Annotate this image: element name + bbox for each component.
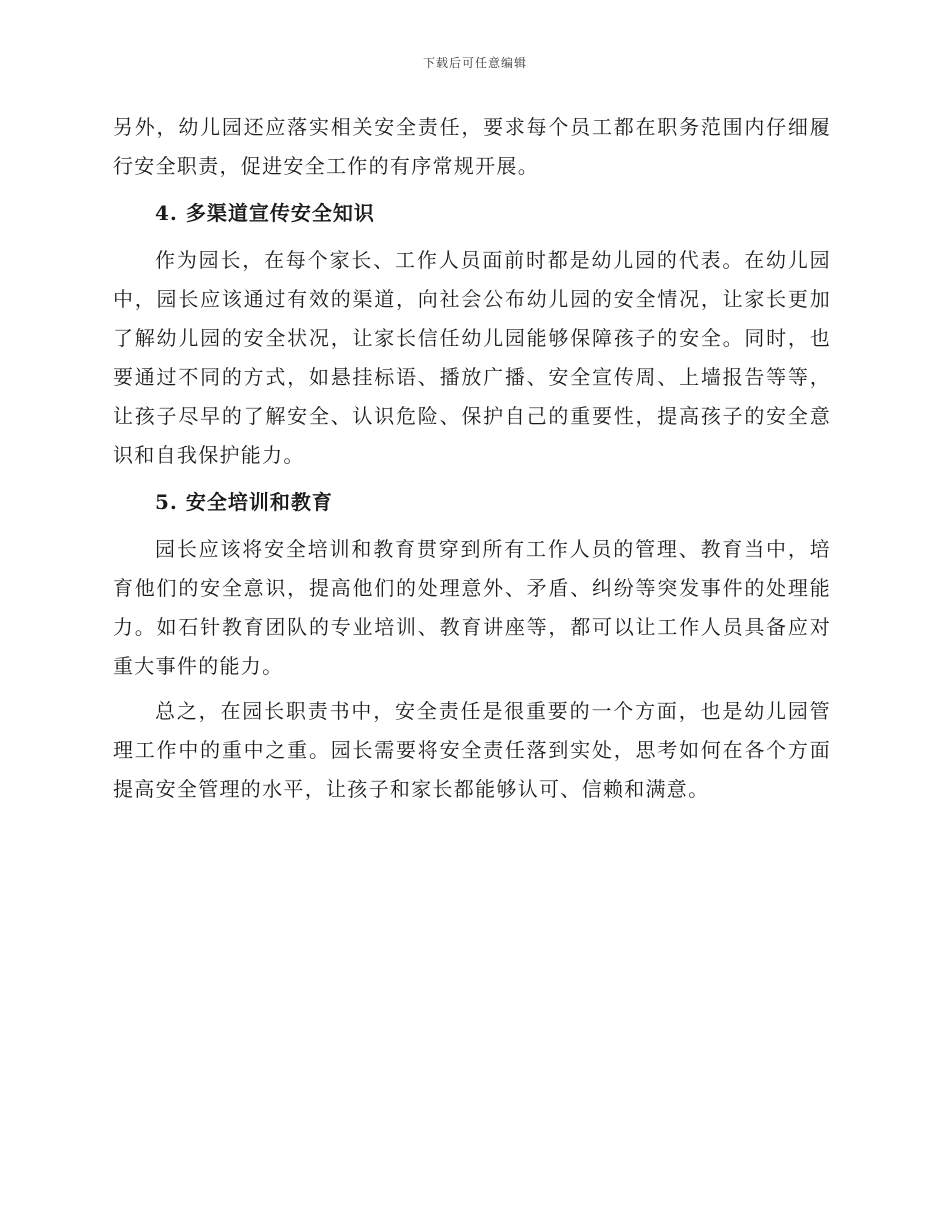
section-heading-training: 5. 安全培训和教育 [155, 490, 333, 514]
page-header: 下载后可任意编辑 [422, 56, 527, 70]
paragraph-publicity: 作为园长，在每个家长、工作人员面前时都是幼儿园的代表。在幼儿园中，园长应该通过有效的渠道，向社会公布幼儿园的安全情况，让家长更加了解幼儿园的安全状况，让家长信任幼儿园能够保障孩子的安全。同时，也要通过不同的方式，如悬挂标语、播放广播、安全宣传周、上墙报告等等，让孩子尽早的了解安全、认识危险、保护自己的重要性，提高孩子的安全意识和自我保护能力。 [113, 248, 831, 467]
document-body [113, 108, 831, 809]
paragraph-training: 园长应该将安全培训和教育贯穿到所有工作人员的管理、教育当中，培育他们的安全意识，提高他们的处理意外、矛盾、纠纷等突发事件的处理能力。如石针教育团队的专业培训、教育讲座等，都可以让工作人员具备应对重大事件的能力。 [113, 537, 831, 678]
paragraph-responsibility: 另外，幼儿园还应落实相关安全责任，要求每个员工都在职务范围内仔细履行安全职责，促进安全工作的有序常规开展。 [113, 115, 831, 178]
paragraph-conclusion: 总之，在园长职责书中，安全责任是很重要的一个方面，也是幼儿园管理工作中的重中之重。园长需要将安全责任落到实处，思考如何在各个方面提高安全管理的水平，让孩子和家长都能够认可、信赖和满意。 [113, 699, 831, 801]
section-heading-publicity: 4. 多渠道宣传安全知识 [155, 201, 375, 225]
